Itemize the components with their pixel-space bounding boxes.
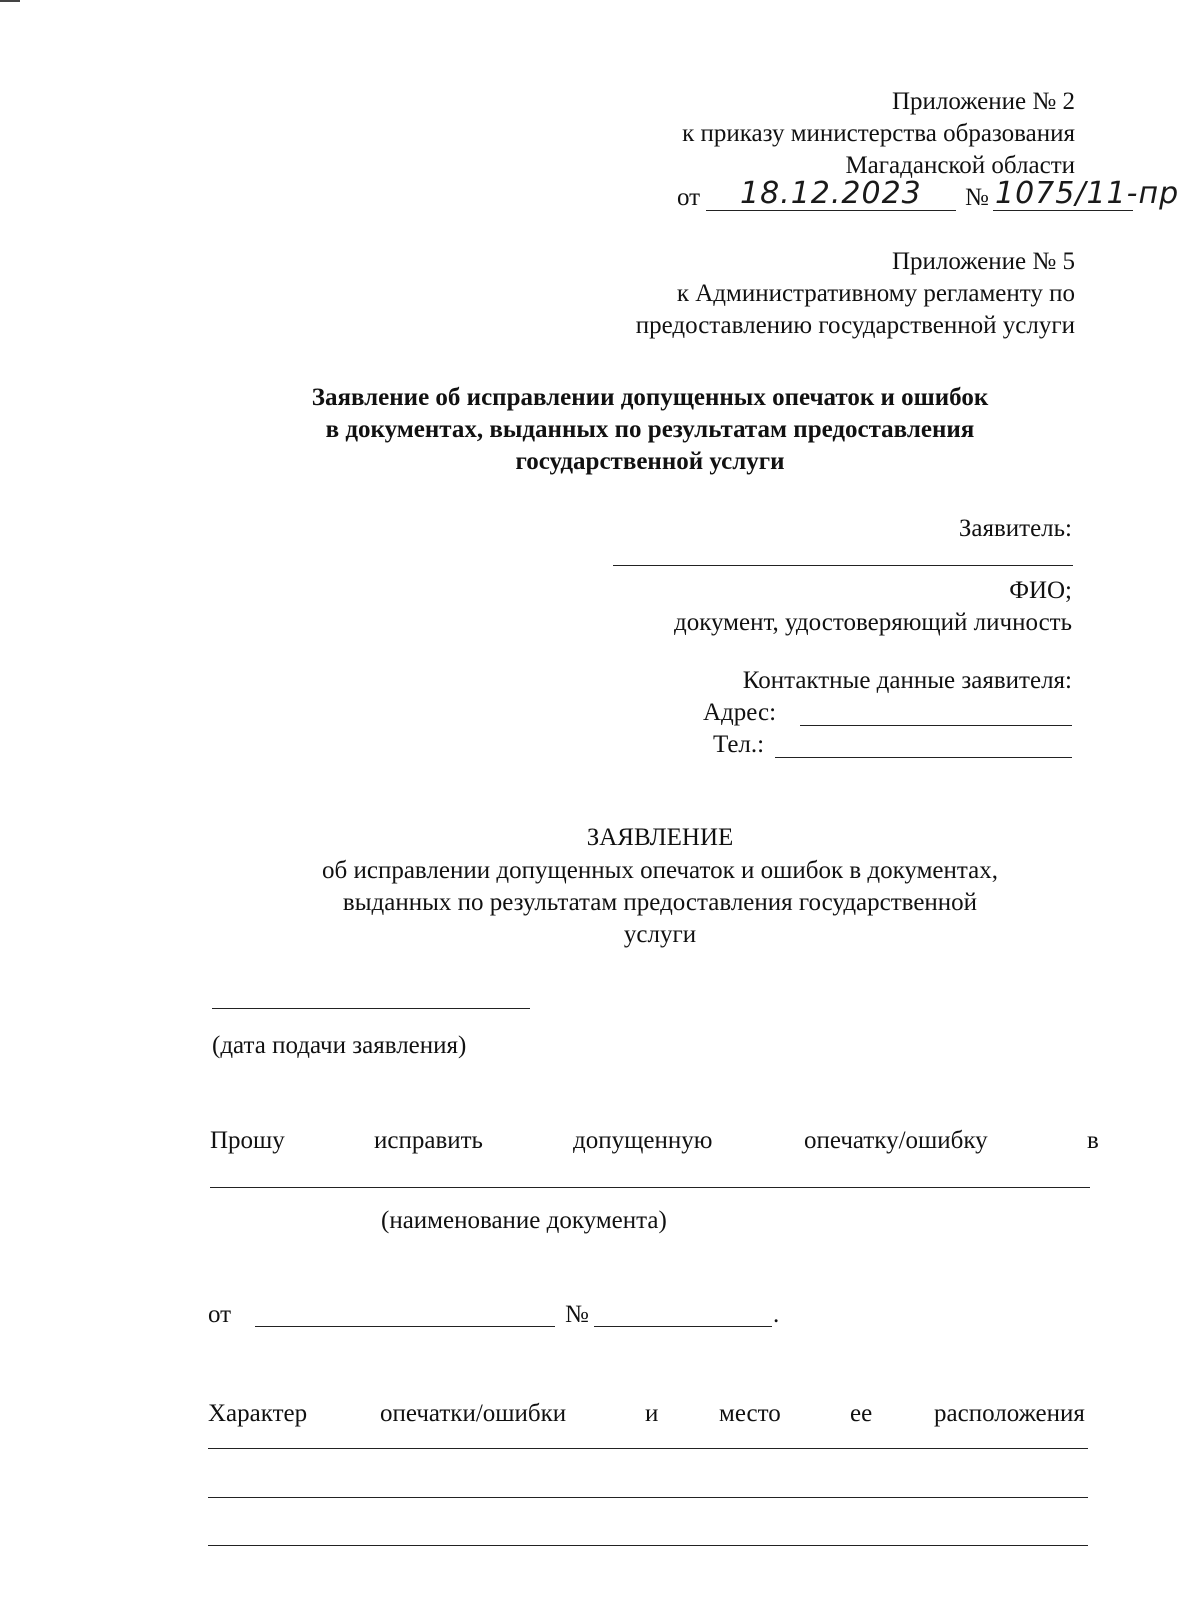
nature-word-4: место: [719, 1400, 781, 1427]
order-number-prefix: №: [965, 184, 989, 211]
request-word-3: допущенную: [573, 1127, 713, 1154]
doc-number-period: .: [773, 1301, 780, 1328]
appendix-2-label: Приложение № 2: [891, 88, 1075, 115]
request-word-5: в: [1087, 1127, 1099, 1154]
nature-word-2: опечатки/ошибки: [380, 1400, 567, 1427]
document-name-caption: (наименование документа): [381, 1207, 667, 1234]
statement-heading: ЗАЯВЛЕНИЕ: [586, 824, 734, 851]
applicant-label: Заявитель:: [958, 515, 1072, 542]
statement-subtitle-line-1: об исправлении допущенных опечаток и ошибок в документах,: [322, 857, 998, 884]
document-title-line-2: в документах, выданных по результатам предоставления: [325, 416, 975, 443]
doc-number-line[interactable]: [594, 1326, 772, 1327]
fio-caption: ФИО;: [1009, 577, 1072, 604]
request-word-1: Прошу: [210, 1127, 285, 1154]
document-name-line[interactable]: [210, 1187, 1090, 1188]
address-line[interactable]: [800, 725, 1072, 726]
nature-word-5: ее: [850, 1400, 873, 1427]
error-description-line-2[interactable]: [208, 1497, 1088, 1498]
order-number-handwritten: 1075/11-пр: [995, 176, 1180, 211]
error-description-line-3[interactable]: [208, 1545, 1088, 1546]
appendix-5-label: Приложение № 5: [891, 248, 1075, 275]
order-date-handwritten: 18.12.2023: [740, 176, 922, 211]
phone-line[interactable]: [775, 757, 1072, 758]
nature-word-1: Характер: [208, 1400, 308, 1427]
submission-date-line[interactable]: [212, 1008, 530, 1009]
request-word-4: опечатку/ошибку: [804, 1127, 988, 1154]
address-label: Адрес:: [703, 699, 777, 726]
document-title-line-3: государственной услуги: [515, 448, 785, 475]
request-word-2: исправить: [374, 1127, 483, 1154]
statement-subtitle-line-3: услуги: [623, 921, 697, 948]
error-description-line-1[interactable]: [208, 1448, 1088, 1449]
document-title-line-1: Заявление об исправлении допущенных опечаток и ошибок: [311, 384, 989, 411]
order-ref-line: к приказу министерства образования: [682, 120, 1075, 147]
doc-number-prefix: №: [565, 1301, 589, 1328]
order-date-prefix: от: [677, 184, 701, 211]
doc-date-prefix: от: [208, 1301, 232, 1328]
nature-word-3: и: [645, 1400, 659, 1427]
statement-subtitle-line-2: выданных по результатам предоставления государственной: [342, 889, 978, 916]
region-line: Магаданской области: [845, 152, 1075, 179]
regulation-ref-line: к Административному регламенту по: [676, 280, 1075, 307]
contacts-label: Контактные данные заявителя:: [742, 667, 1072, 694]
submission-date-caption: (дата подачи заявления): [212, 1032, 467, 1059]
scan-edge-mark: [0, 0, 20, 2]
service-ref-line: предоставлению государственной услуги: [635, 312, 1075, 339]
nature-word-6: расположения: [934, 1400, 1085, 1427]
doc-date-line[interactable]: [255, 1326, 555, 1327]
id-document-caption: документ, удостоверяющий личность: [673, 609, 1072, 636]
applicant-fio-line[interactable]: [613, 565, 1073, 566]
phone-label: Тел.:: [713, 731, 765, 758]
